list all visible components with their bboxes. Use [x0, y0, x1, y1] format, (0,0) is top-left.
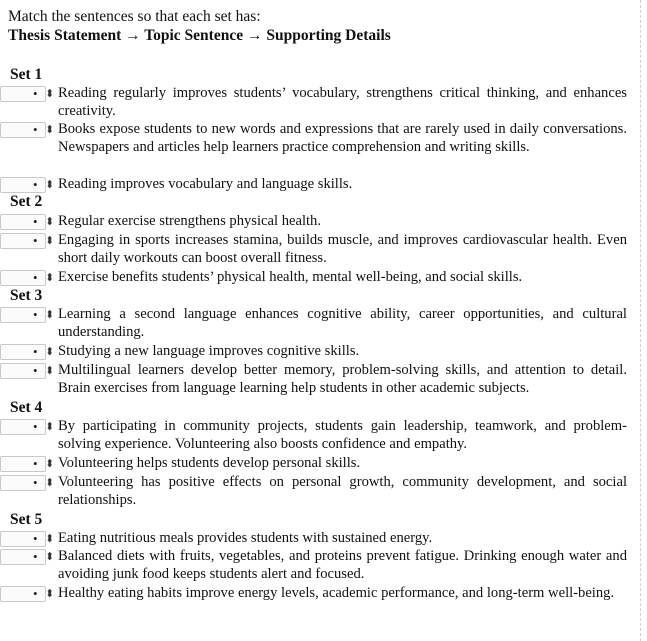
- sentence-text: Multilingual learners develop better memory, problem-solving skills, and attention to detail. Brain exercises from language learning help students in other academic subjects.: [58, 362, 627, 396]
- sentence-text: Engaging in sports increases stamina, builds muscle, and improves cardiovascular health. Even short daily workouts can boost overall fitness.: [58, 232, 627, 266]
- bullet: •: [33, 475, 38, 490]
- sentence-text: Regular exercise strengthens physical health.: [58, 213, 322, 229]
- set-heading: Set 2: [10, 193, 43, 210]
- sentence-text: Books expose students to new words and expressions that are rarely used in daily conversations. Newspapers and articles help learners practice comprehension and writing skills.: [58, 121, 627, 155]
- up-down-arrows-icon[interactable]: ⬍: [45, 124, 55, 136]
- sentence-text: Volunteering has positive effects on personal growth, community development, and social relationships.: [58, 474, 627, 508]
- bullet: •: [33, 307, 38, 322]
- up-down-arrows-icon[interactable]: ⬍: [45, 477, 55, 489]
- sentence-text: Balanced diets with fruits, vegetables, and proteins prevent fatigue. Drinking enough water and avoiding junk food keeps students alert and focused.: [58, 548, 627, 582]
- sentence-text: Volunteering helps students develop personal skills.: [58, 455, 361, 471]
- sentence-text: Reading improves vocabulary and language skills.: [58, 176, 353, 192]
- order-dropdown[interactable]: [0, 307, 46, 323]
- up-down-arrows-icon[interactable]: ⬍: [45, 551, 55, 563]
- sentence-text: Learning a second language enhances cognitive ability, career opportunities, and cultural understanding.: [58, 306, 627, 340]
- instructions-line1: Match the sentences so that each set has:: [8, 8, 261, 25]
- page-edge-rule: [640, 0, 641, 641]
- up-down-arrows-icon[interactable]: ⬍: [45, 216, 55, 228]
- instructions: [8, 7, 391, 45]
- up-down-arrows-icon[interactable]: ⬍: [45, 179, 55, 191]
- order-dropdown[interactable]: [0, 419, 46, 435]
- bullet: •: [33, 363, 38, 378]
- order-dropdown[interactable]: [0, 122, 46, 138]
- order-dropdown[interactable]: [0, 344, 46, 360]
- set-heading: Set 5: [10, 511, 43, 528]
- order-dropdown[interactable]: [0, 363, 46, 379]
- sentence-text: Studying a new language improves cognitive skills.: [58, 343, 360, 359]
- instructions-line2: Thesis Statement → Topic Sentence → Supporting Details: [8, 27, 391, 44]
- bullet: •: [33, 233, 38, 248]
- sentence-text: Reading regularly improves students’ vocabulary, strengthens critical thinking, and enhances creativity.: [58, 85, 627, 119]
- order-dropdown[interactable]: [0, 475, 46, 491]
- order-dropdown[interactable]: [0, 456, 46, 472]
- bullet: •: [33, 419, 38, 434]
- up-down-arrows-icon[interactable]: ⬍: [45, 533, 55, 545]
- up-down-arrows-icon[interactable]: ⬍: [45, 365, 55, 377]
- bullet: •: [33, 586, 38, 601]
- bullet: •: [33, 549, 38, 564]
- up-down-arrows-icon[interactable]: ⬍: [45, 346, 55, 358]
- sentence-text: By participating in community projects, students gain leadership, teamwork, and problem-solving experience. Volunteering also boosts confidence and empathy.: [58, 418, 627, 452]
- bullet: •: [33, 122, 38, 137]
- up-down-arrows-icon[interactable]: ⬍: [45, 458, 55, 470]
- sentence-text: Exercise benefits students’ physical health, mental well-being, and social skills.: [58, 269, 523, 285]
- set-heading: Set 1: [10, 66, 43, 83]
- up-down-arrows-icon[interactable]: ⬍: [45, 235, 55, 247]
- sentence-text: Eating nutritious meals provides students with sustained energy.: [58, 530, 433, 546]
- up-down-arrows-icon[interactable]: ⬍: [45, 309, 55, 321]
- up-down-arrows-icon[interactable]: ⬍: [45, 88, 55, 100]
- order-dropdown[interactable]: [0, 531, 46, 547]
- set-heading: Set 3: [10, 287, 43, 304]
- bullet: •: [33, 456, 38, 471]
- up-down-arrows-icon[interactable]: ⬍: [45, 421, 55, 433]
- bullet: •: [33, 177, 38, 192]
- bullet: •: [33, 86, 38, 101]
- order-dropdown[interactable]: [0, 214, 46, 230]
- order-dropdown[interactable]: [0, 270, 46, 286]
- order-dropdown[interactable]: [0, 86, 46, 102]
- order-dropdown[interactable]: [0, 586, 46, 602]
- set-heading: Set 4: [10, 399, 43, 416]
- bullet: •: [33, 531, 38, 546]
- order-dropdown[interactable]: [0, 549, 46, 565]
- order-dropdown[interactable]: [0, 177, 46, 193]
- up-down-arrows-icon[interactable]: ⬍: [45, 588, 55, 600]
- bullet: •: [33, 344, 38, 359]
- sentence-text: Healthy eating habits improve energy levels, academic performance, and long-term well-being.: [58, 585, 615, 601]
- bullet: •: [33, 270, 38, 285]
- up-down-arrows-icon[interactable]: ⬍: [45, 272, 55, 284]
- bullet: •: [33, 214, 38, 229]
- order-dropdown[interactable]: [0, 233, 46, 249]
